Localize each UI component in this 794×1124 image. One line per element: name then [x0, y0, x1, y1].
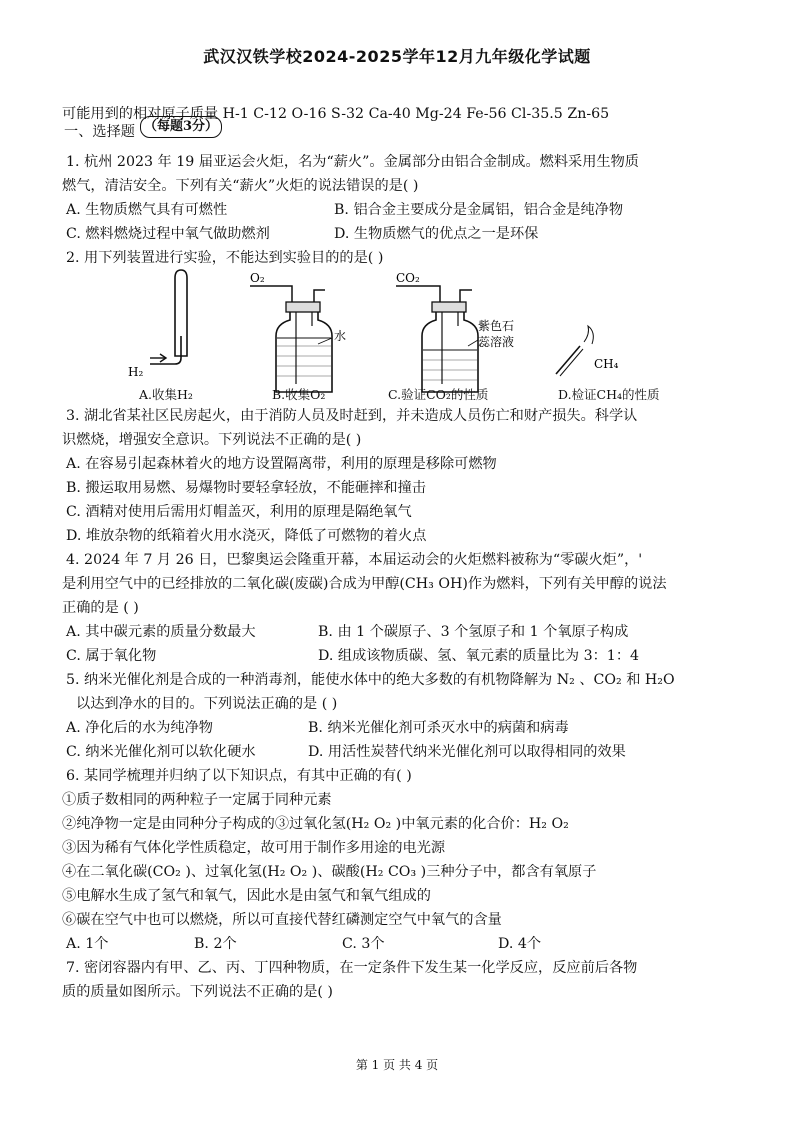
caption-a: A.收集H₂	[139, 387, 193, 402]
q5-option-c: C. 纳米光催化剂可以软化硬水	[66, 744, 256, 760]
q1-stem-line2: 燃气，清洁安全。下列有关“薪火”火炬的说法错误的是( )	[62, 178, 419, 194]
q5-stem-line1: 5. 纳米光催化剂是合成的一种消毒剂，能使水体中的绝大多数的有机物降解为 N₂ 、CO₂ 和 H₂O	[66, 672, 675, 688]
q3-option-c: C. 酒精对使用后需用灯帽盖灭，利用的原理是隔绝氧气	[66, 504, 412, 520]
q5-option-d: D. 用活性炭替代纳米光催化剂可以取得相同的效果	[308, 744, 626, 760]
q6-statement-5: ⑤电解水生成了氢气和氧气，因此水是由氢气和氧气组成的	[62, 888, 431, 904]
q3-stem-line1: 3. 湖北省某社区民房起火，由于消防人员及时赶到，并未造成人员伤亡和财产损失。科学认	[66, 408, 638, 424]
q1-option-d: D. 生物质燃气的优点之一是环保	[334, 226, 539, 242]
section-heading	[64, 119, 219, 142]
q1-option-c: C. 燃料燃烧过程中氧气做助燃剂	[66, 226, 270, 242]
apparatus-c-bottle	[396, 271, 514, 392]
q3-option-d: D. 堆放杂物的纸箱着火用水浇灭，降低了可燃物的着火点	[66, 528, 427, 544]
q1-option-b: B. 铝合金主要成分是金属铝，铝合金是纯净物	[334, 202, 624, 218]
q6-statement-4: ④在二氧化碳(CO₂ )、过氧化氢(H₂ O₂ )、碳酸(H₂ CO₃ )三种分子中，都含有氧原子	[62, 864, 597, 880]
q4-option-a: A. 其中碳元素的质量分数最大	[66, 624, 256, 640]
page-footer: 第 1 页 共 4 页	[355, 1058, 439, 1072]
q6-option-c: C. 3个	[342, 936, 385, 952]
q6-option-d: D. 4个	[498, 936, 542, 952]
label-litmus-2: 蕊溶液	[478, 335, 515, 349]
caption-d: D.检证CH₄的性质	[558, 387, 660, 402]
q1-option-a: A. 生物质燃气具有可燃性	[66, 202, 228, 218]
label-co2: CO₂	[396, 271, 420, 285]
q4-option-c: C. 属于氧化物	[66, 648, 157, 664]
caption-b: B.收集O₂	[272, 387, 326, 402]
section-title: 一、选择题	[64, 124, 135, 140]
page-title: 武汉汉铁学校2024-2025学年12月九年级化学试题	[203, 47, 591, 66]
score-note: （每题3分）	[140, 116, 222, 138]
atomic-masses: 可能用到的相对原子质量 H-1 C-12 O-16 S-32 Ca-40 Mg-24 Fe-56 Cl-35.5 Zn-65	[62, 106, 610, 122]
q3-option-a: A. 在容易引起森林着火的地方设置隔离带，利用的原理是移除可燃物	[66, 456, 497, 472]
q7-stem-line2: 质的质量如图所示。下列说法不正确的是( )	[62, 984, 333, 1000]
q5-option-a: A. 净化后的水为纯净物	[66, 720, 213, 736]
q4-stem-line2: 是利用空气中的已经排放的二氧化碳(废碳)合成为甲醇(CH₃ OH)作为燃料，下列有关甲醇的说法	[62, 576, 667, 592]
q4-option-d: D. 组成该物质碳、氢、氧元素的质量比为 3：1：4	[318, 648, 640, 664]
q5-option-b: B. 纳米光催化剂可杀灭水中的病菌和病毒	[308, 720, 569, 736]
q7-stem-line1: 7. 密闭容器内有甲、乙、丙、丁四种物质，在一定条件下发生某一化学反应，反应前后各物	[66, 960, 638, 976]
q6-statement-3: ③因为稀有气体化学性质稳定，故可用于制作多用途的电光源	[62, 840, 446, 856]
q6-stem: 6. 某同学梳理并归纳了以下知识点，有其中正确的有( )	[66, 768, 412, 784]
q4-stem-line3: 正确的是 ( )	[62, 600, 139, 616]
q5-stem-line2: 以达到净水的目的。下列说法正确的是 ( )	[76, 696, 338, 712]
q6-statement-2: ②纯净物一定是由同种分子构成的③过氧化氢(H₂ O₂ )中氧元素的化合价：H₂ O₂	[62, 816, 569, 832]
q6-option-b: B. 2个	[194, 936, 237, 952]
label-h2: H₂	[128, 365, 144, 379]
apparatus-d-tube	[556, 326, 619, 376]
q4-option-b: B. 由 1 个碳原子、3 个氢原子和 1 个氧原子构成	[318, 624, 629, 640]
label-water: 水	[334, 329, 347, 343]
q2-stem: 2. 用下列装置进行实验，不能达到实验目的的是( )	[66, 250, 384, 266]
apparatus-a-tube	[128, 270, 187, 379]
label-litmus-1: 紫色石	[478, 319, 515, 333]
q6-statement-1: ①质子数相同的两种粒子一定属于同种元素	[62, 792, 332, 808]
caption-c: C.验证CO₂的性质	[388, 387, 489, 402]
q1-stem-line1: 1. 杭州 2023 年 19 届亚运会火炬，名为“薪火”。金属部分由铝合金制成。燃料采用生物质	[66, 154, 639, 170]
label-ch4: CH₄	[594, 357, 619, 371]
q6-statement-6: ⑥碳在空气中也可以燃烧，所以可直接代替红磷测定空气中氧气的含量	[62, 912, 502, 928]
q3-option-b: B. 搬运取用易燃、易爆物时要轻拿轻放，不能砸摔和撞击	[66, 480, 426, 496]
q4-stem-line1: 4. 2024 年 7 月 26 日，巴黎奥运会隆重开幕，本届运动会的火炬燃料被称为“零碳火炬”，'	[66, 552, 643, 568]
apparatus-b-bottle	[250, 271, 346, 392]
label-o2: O₂	[250, 271, 265, 285]
q3-stem-line2: 识燃烧，增强安全意识。下列说法不正确的是( )	[62, 432, 362, 448]
q6-option-a: A. 1个	[66, 936, 109, 952]
